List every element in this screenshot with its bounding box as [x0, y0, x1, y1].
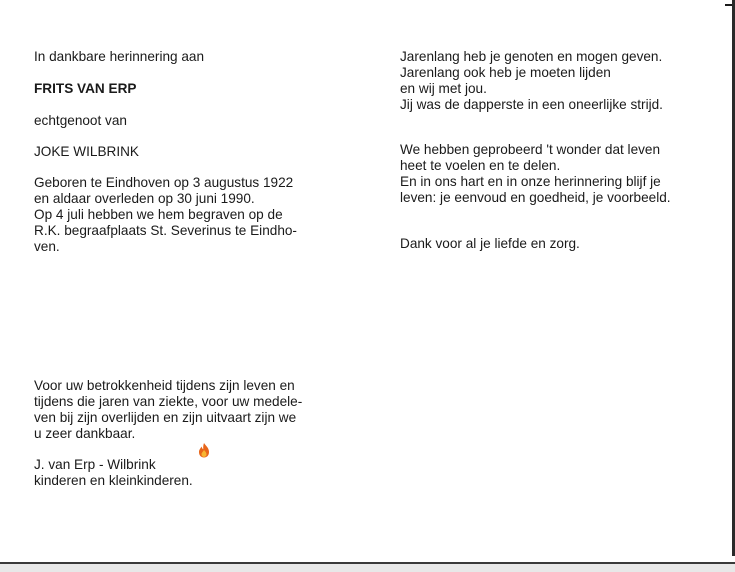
closing-text: Dank voor al je liefde en zorg.: [400, 236, 580, 251]
biography-block: [34, 175, 354, 255]
flame-icon: [197, 442, 211, 458]
thanks-line: ven bij zijn overlijden en zijn uitvaart zijn we: [34, 410, 297, 425]
bio-line: ven.: [34, 239, 60, 254]
left-column: [34, 49, 354, 65]
signature-line: J. van Erp - Wilbrink: [34, 457, 156, 472]
thanks-line: u zeer dankbaar.: [34, 426, 136, 441]
thanks-block: [34, 378, 354, 442]
signature-line: kinderen en kleinkinderen.: [34, 473, 193, 488]
bio-line: en aldaar overleden op 30 juni 1990.: [34, 191, 255, 206]
poem-line: Jarenlang heb je genoten en mogen geven.: [400, 49, 663, 64]
wonder-line: En in ons hart en in onze herinnering blijf je: [400, 174, 661, 189]
relation-text: echtgenoot van: [34, 113, 127, 128]
poem-line: en wij met jou.: [400, 81, 487, 96]
bio-line: Op 4 juli hebben we hem begraven op de: [34, 207, 283, 222]
wonder-block: [400, 142, 720, 206]
poem-line: Jarenlang ook heb je moeten lijden: [400, 65, 611, 80]
closing-block: [400, 236, 720, 252]
thanks-line: Voor uw betrokkenheid tijdens zijn leven en: [34, 378, 295, 393]
wonder-line: leven: je eenvoud en goedheid, je voorbeeld.: [400, 190, 671, 205]
poem-block: [400, 49, 720, 113]
spouse-name: JOKE WILBRINK: [34, 144, 139, 159]
deceased-name: FRITS VAN ERP: [34, 81, 137, 96]
thanks-line: tijdens die jaren van ziekte, voor uw medele-: [34, 394, 303, 409]
poem-line: Jij was de dapperste in een oneerlijke strijd.: [400, 97, 663, 112]
bio-line: R.K. begraafplaats St. Severinus te Eindho-: [34, 223, 297, 238]
intro-text: In dankbare herinnering aan: [34, 49, 205, 64]
bio-line: Geboren te Eindhoven op 3 augustus 1922: [34, 175, 294, 190]
signature-block: [34, 457, 354, 489]
deceased-name-block: [34, 81, 354, 97]
spouse-block: [34, 144, 354, 160]
wonder-line: heet te voelen en te delen.: [400, 158, 561, 173]
wonder-line: We hebben geprobeerd 't wonder dat leven: [400, 142, 661, 157]
card-bottom-edge: [0, 562, 735, 572]
relation-block: [34, 113, 354, 129]
